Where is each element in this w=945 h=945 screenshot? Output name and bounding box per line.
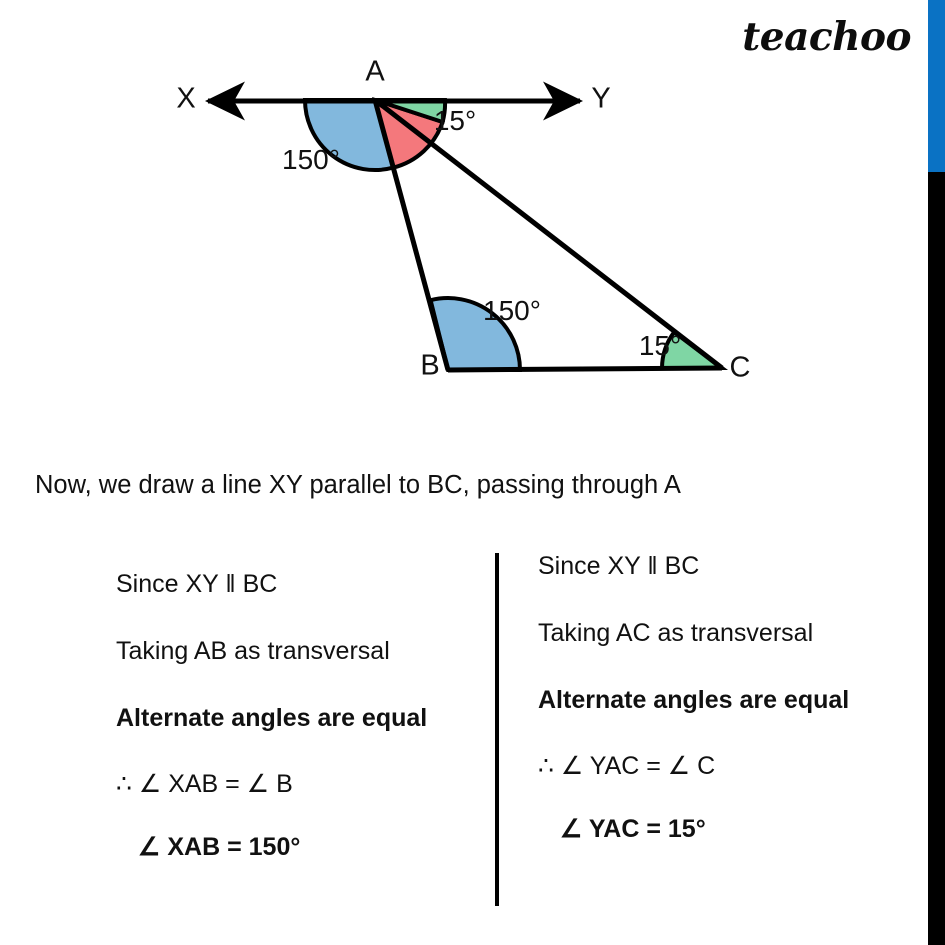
angle-label-XAB: 150° bbox=[282, 144, 340, 175]
proof-left-line-5: ∠ XAB = 150° bbox=[138, 833, 301, 861]
ray-label-X: X bbox=[176, 82, 196, 115]
column-divider bbox=[495, 553, 499, 906]
geometry-svg bbox=[0, 0, 945, 430]
vertex-label-B: B bbox=[420, 349, 440, 382]
proof-left-line-1: Since XY ‖ BC bbox=[116, 570, 278, 598]
teachoo-logo: teachoo bbox=[742, 14, 911, 60]
proof-right-line-4: ∴ ∠ YAC = ∠ C bbox=[538, 752, 716, 781]
proof-right-line-2: Taking AC as transversal bbox=[538, 618, 814, 647]
vertex-label-C: C bbox=[729, 351, 751, 384]
proof-column-right bbox=[538, 552, 849, 844]
angle-label-ABC: 150° bbox=[483, 295, 541, 326]
proof-right-line-3: Alternate angles are equal bbox=[538, 685, 850, 714]
proof-left-line-4: ∴ ∠ XAB = ∠ B bbox=[116, 770, 293, 799]
proof-column-left bbox=[116, 570, 427, 862]
segment-AC bbox=[375, 100, 722, 368]
angle-label-ACB: 15° bbox=[638, 330, 682, 361]
caption-text: Now, we draw a line XY parallel to BC, passing through A bbox=[35, 471, 681, 499]
angle-label-YAC: 15° bbox=[433, 105, 477, 136]
proof-left-line-3: Alternate angles are equal bbox=[116, 703, 428, 732]
segment-BC bbox=[448, 368, 722, 370]
proof-left-line-2: Taking AB as transversal bbox=[116, 636, 390, 665]
geometry-diagram bbox=[0, 0, 945, 430]
proof-right-line-5: ∠ YAC = 15° bbox=[560, 815, 706, 843]
vertex-label-A: A bbox=[365, 55, 385, 88]
ray-label-Y: Y bbox=[591, 82, 611, 115]
proof-right-line-1: Since XY ‖ BC bbox=[538, 552, 700, 580]
